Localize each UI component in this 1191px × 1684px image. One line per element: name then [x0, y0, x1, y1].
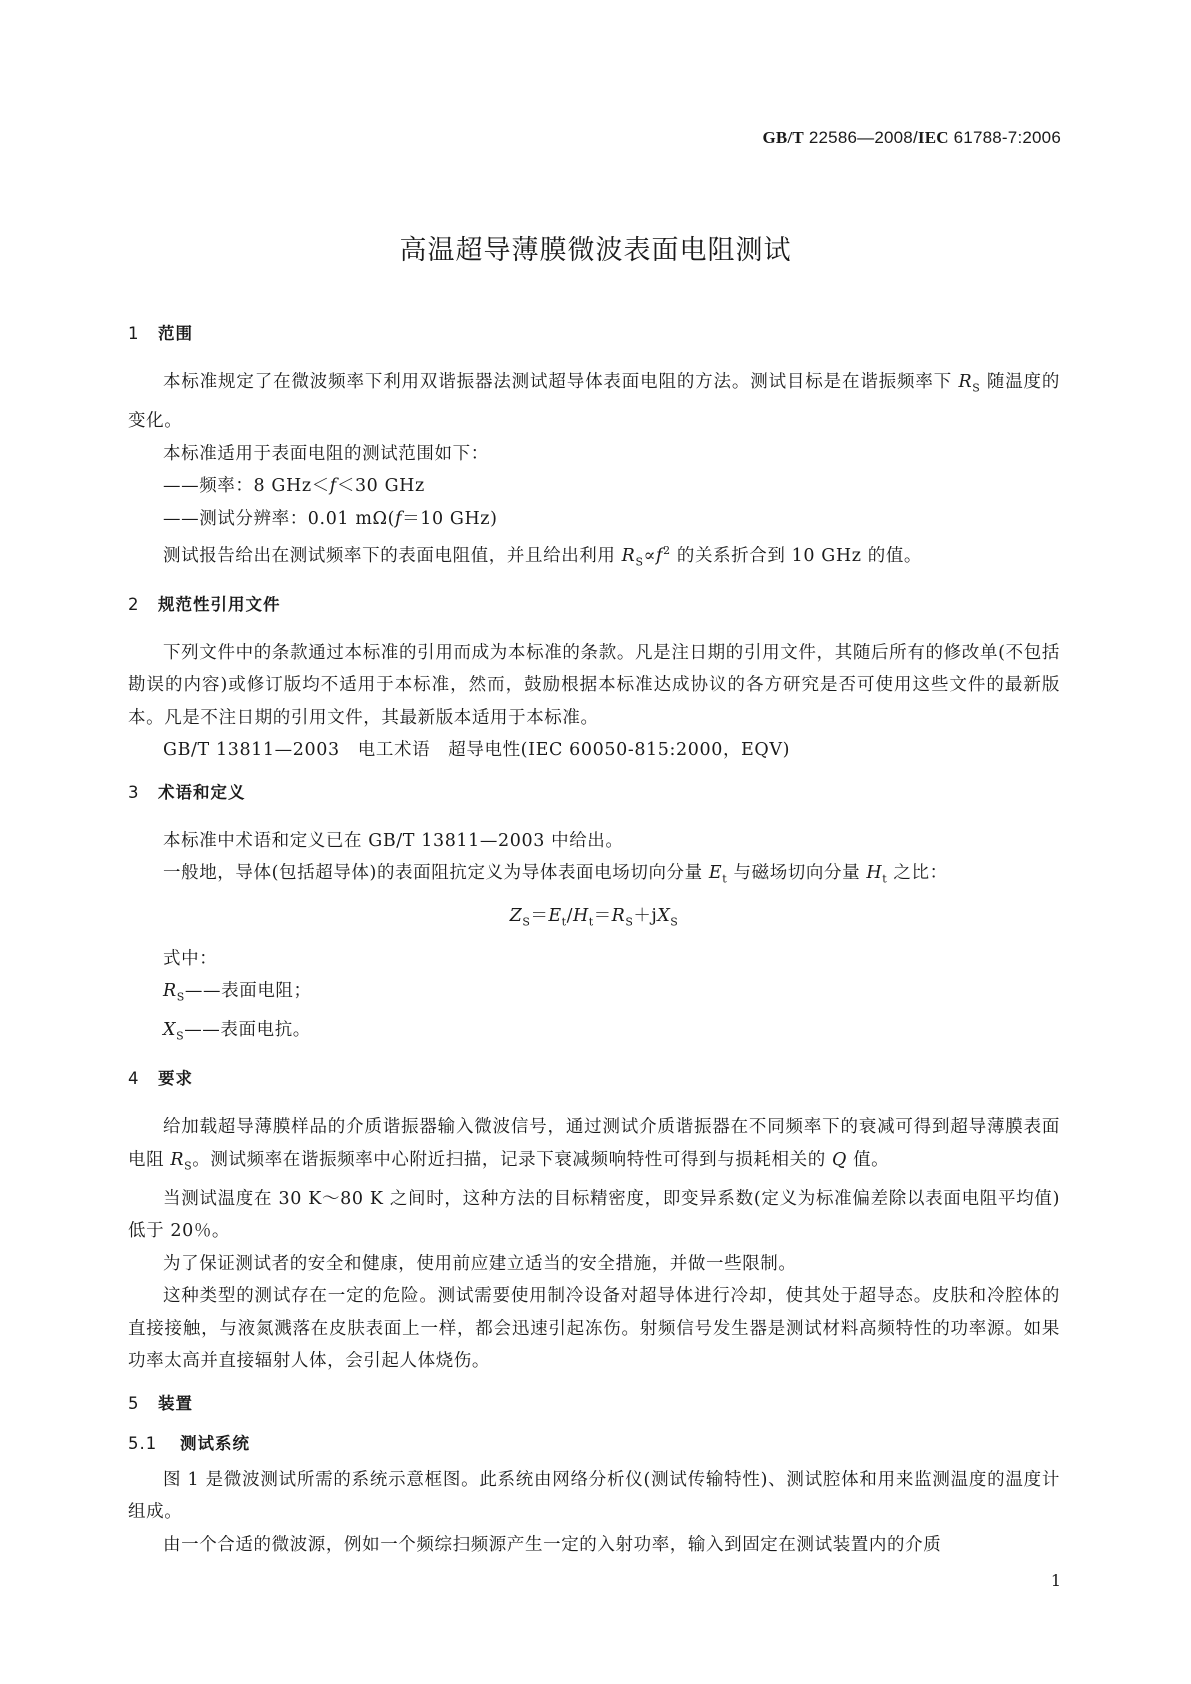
section-3-paragraph-2: 一般地，导体(包括超导体)的表面阻抗定义为导体表面电场切向分量 $E_t$ 与磁场切向分量 $H_t$ 之比： [163, 863, 948, 886]
section-5-heading [128, 1392, 1060, 1424]
std-code-iec: IEC [917, 128, 949, 147]
definition-xs: $X_S——$表面电抗。 [163, 1020, 311, 1043]
document-title: 高温超导薄膜微波表面电阻测试 [399, 235, 792, 266]
section-2-reference: GB/T 13811—2003 电工术语 超导电性(IEC 60050-815:2000，EQV) [163, 740, 791, 761]
impedance-formula: $Z_S=E_t/H_t=R_S+jX_S$ [509, 906, 679, 929]
section-4-paragraph-3: 为了保证测试者的安全和健康，使用前应建立适当的安全措施，并做一些限制。 [163, 1253, 797, 1274]
section-number: 3 [128, 782, 140, 802]
section-4-paragraph-1: 给加载超导薄膜样品的介质谐振器输入微波信号，通过测试介质谐振器在不同频率下的衰减可得到超导薄膜表面电阻 $R_S$。测试频率在谐振频率中心附近扫描，记录下衰减频响特性可得到与损耗相关的 Q 值。 [128, 1117, 1060, 1173]
subsection-number: 5.1 [128, 1433, 158, 1453]
section-5-1-paragraph-1: 图 1 是微波测试所需的系统示意框图。此系统由网络分析仪(测试传输特性)、测试腔体和用来监测温度的温度计组成。 [128, 1469, 1060, 1523]
page-number: 1 [1050, 1571, 1061, 1590]
section-title: 要求 [158, 1069, 193, 1089]
section-number: 1 [128, 324, 140, 343]
std-code-gbt: GB/T [762, 128, 804, 147]
section-3-paragraph-1: 本标准中术语和定义已在 GB/T 13811—2003 中给出。 [163, 830, 624, 851]
formula-where: 式中： [163, 948, 218, 969]
section-number: 2 [128, 594, 140, 614]
section-1-paragraph-1: 本标准规定了在微波频率下利用双谐振器法测试超导体表面电阻的方法。测试目标是在谐振频率下 $R_S$ 随温度的变化。 [128, 372, 1061, 431]
section-5-1-paragraph-2: 由一个合适的微波源，例如一个频综扫频源产生一定的入射功率，输入到固定在测试装置内的介质 [163, 1534, 942, 1555]
section-1-resolution: ——测试分辨率：0.01 mΩ(f＝10 GHz) [163, 508, 498, 529]
section-number: 4 [128, 1069, 140, 1089]
section-2-heading [128, 593, 1060, 625]
standard-identifier [763, 128, 1062, 148]
section-title: 术语和定义 [158, 782, 246, 802]
section-number: 5 [128, 1393, 140, 1413]
section-1-paragraph-5: 测试报告给出在测试频率下的表面电阻值，并且给出利用 $R_S\propto f^2$ 的关系折合到 10 GHz 的值。 [163, 544, 923, 569]
section-1-heading [128, 322, 1060, 354]
std-iec-number: 61788-7:2006 [948, 128, 1061, 147]
section-title: 装置 [158, 1393, 193, 1413]
definition-rs: $R_S——$表面电阻； [163, 981, 312, 1004]
document-body [128, 322, 1060, 1561]
std-number: 22586—2008/ [803, 128, 918, 147]
section-1-frequency-range: ——频率：8 GHz＜f＜30 GHz [163, 476, 425, 496]
section-1-paragraph-2: 本标准适用于表面电阻的测试范围如下： [163, 443, 489, 464]
section-3-heading [128, 781, 1060, 813]
section-4-heading [128, 1067, 1060, 1099]
section-2-paragraph-1: 下列文件中的条款通过本标准的引用而成为本标准的条款。凡是注日期的引用文件，其随后所有的修改单(不包括勘误的内容)或修订版均不适用于本标准，然而，鼓励根据本标准达成协议的各方研究是否可使用这些文件的最新版本。凡是不注日期的引用文件，其最新版本适用于本标准。 [128, 642, 1060, 728]
subsection-title: 测试系统 [180, 1433, 250, 1453]
section-4-paragraph-2: 当测试温度在 30 K～80 K 之间时，这种方法的目标精密度，即变异系数(定义为标准偏差除以表面电阻平均值)低于 20％。 [128, 1188, 1060, 1242]
section-title: 规范性引用文件 [158, 594, 281, 614]
section-5-1-heading [128, 1432, 1060, 1464]
section-title: 范围 [158, 324, 193, 343]
section-4-paragraph-4: 这种类型的测试存在一定的危险。测试需要使用制冷设备对超导体进行冷却，使其处于超导态。皮肤和冷腔体的直接接触，与液氮溅落在皮肤表面上一样，都会迅速引起冻伤。射频信号发生器是测试材料高频特性的功率源。如果功率太高并直接辐射人体，会引起人体烧伤。 [128, 1286, 1060, 1372]
